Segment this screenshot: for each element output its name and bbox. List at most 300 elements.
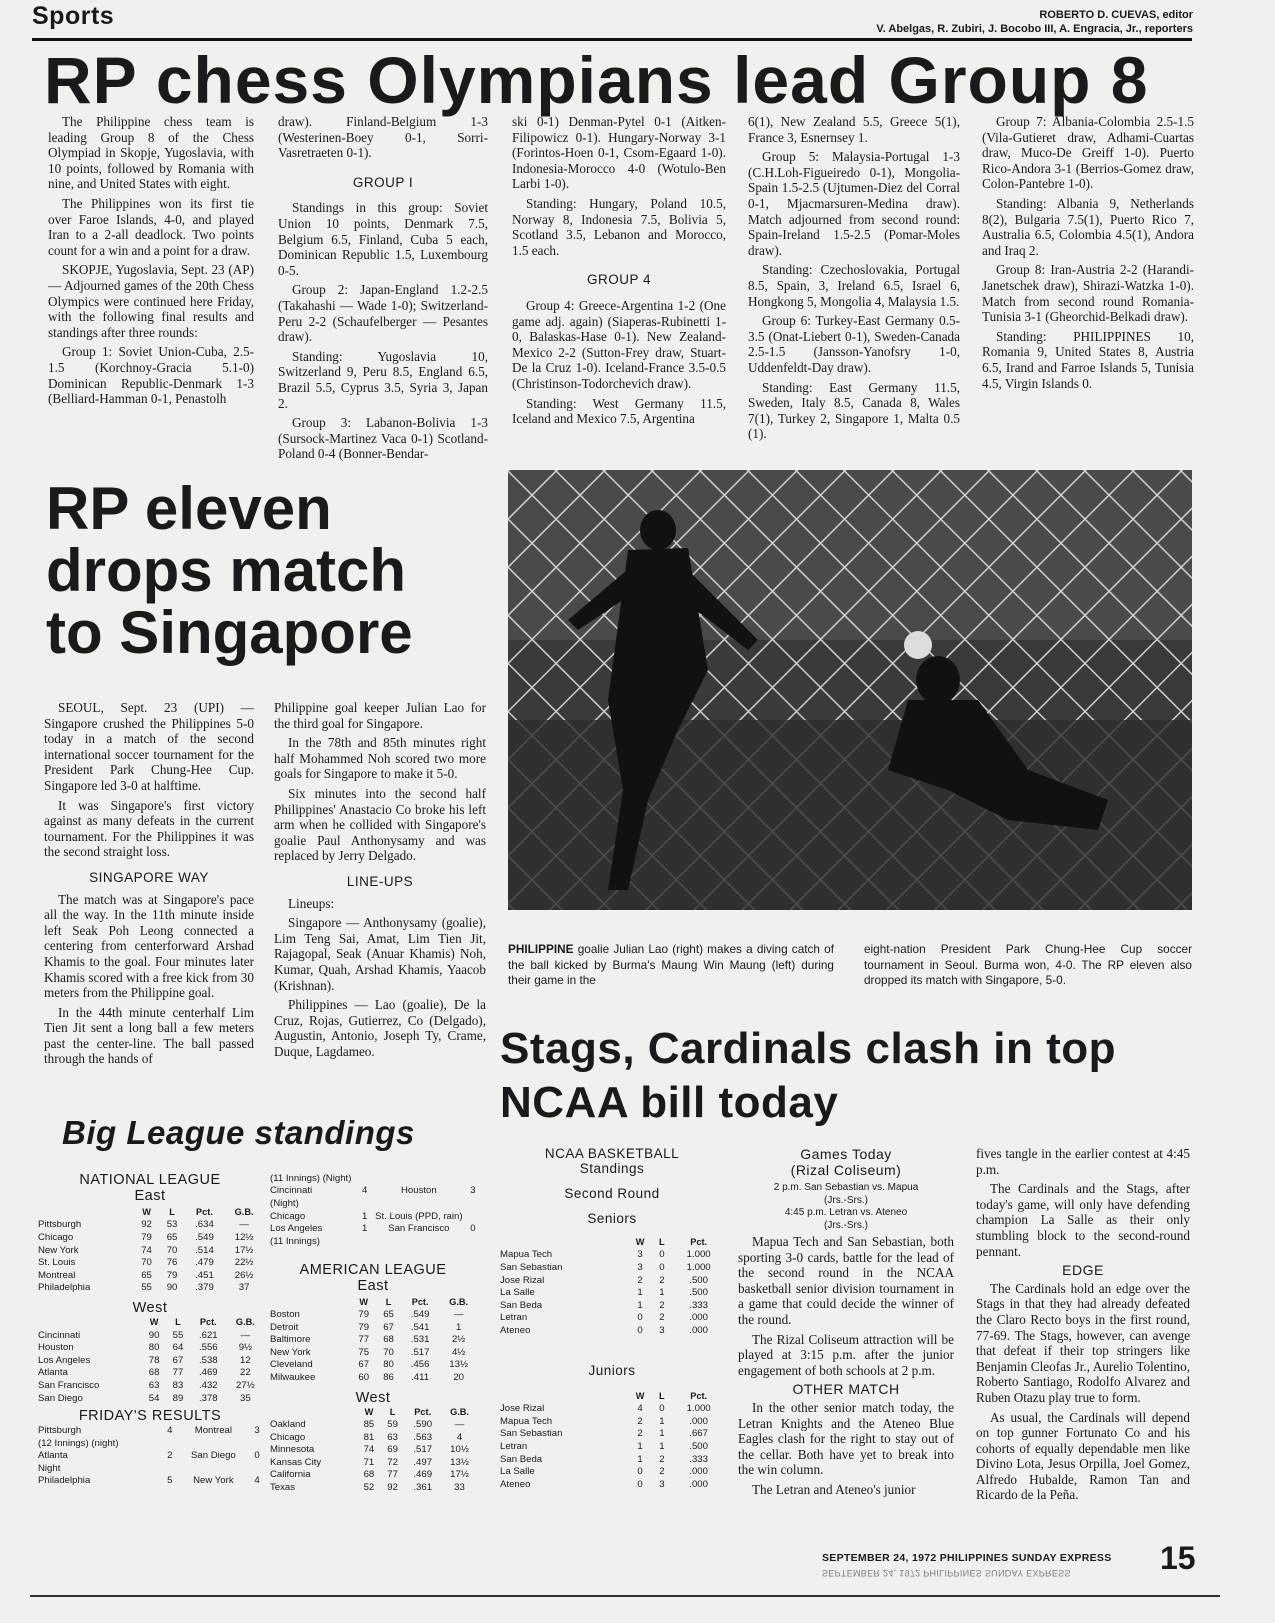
- team-name: Los Angeles: [270, 1223, 323, 1235]
- stat-cell: —: [240, 1329, 251, 1341]
- table-header-row: [498, 1390, 726, 1403]
- team-name: Letran: [500, 1312, 528, 1324]
- stat-cell: —: [453, 1308, 464, 1320]
- chess-paragraph: Standing: Albania 9, Netherlands 8(2), Bulgaria 7.5(1), Puerto Rico 7, Australia 6.5, Colombia 4.5(1), Andora and Iraq 2.: [982, 195, 1194, 258]
- team-name: San Sebastian: [500, 1428, 563, 1440]
- ncaa-paragraph: As usual, the Cardinals will depend on top gunner Fortunato Co and his cohorts of equally dependable men like Divino Lota, Jesus Orpilla, Joel Gomez, Alfredo Hubalde, Ramon Tan and Ricardo de la Peña.: [976, 1409, 1190, 1503]
- soccer-column-2: [274, 700, 486, 1063]
- table-row: [268, 1456, 478, 1469]
- stat-cell: 79: [358, 1308, 370, 1320]
- team-name: Ateneo: [500, 1478, 531, 1490]
- stat-cell: .517: [410, 1346, 430, 1358]
- footer-dateline: SEPTEMBER 24, 1972 PHILIPPINES SUNDAY EXPRESS: [822, 1552, 1112, 1564]
- table-row: [498, 1324, 726, 1337]
- stat-cell: 0: [254, 1450, 260, 1462]
- ncaa-paragraph: The Cardinals hold an edge over the Stags in that they had already defeated the Claro Recto boys in the first round, 77-69. The Stags, however, can avenge that defeat if their top stringers like Benjamin Cleofas Jr., Aurelio Tolentino, Roberto Santiago, Rodolfo Alvarez and Ruben Otazu play true to form.: [976, 1280, 1190, 1405]
- stat-cell: 3: [637, 1249, 643, 1261]
- table-row: [498, 1402, 726, 1415]
- header-spacer: [36, 1206, 134, 1219]
- stat-cell: 83: [172, 1379, 184, 1391]
- stat-cell: .667: [689, 1428, 708, 1440]
- stat-cell: .000: [689, 1478, 708, 1490]
- team-name: Night: [38, 1462, 61, 1474]
- stat-cell: .000: [689, 1466, 708, 1478]
- table-row: [36, 1219, 264, 1232]
- stat-cell: 1: [659, 1440, 665, 1452]
- team-name: Jose Rizal: [500, 1274, 545, 1286]
- soccer-paragraph: Singapore — Anthonysamy (goalie), Lim Teng Sai, Amat, Lim Tien Jit, Rajagopal, Seak (Anuar Khamis) Noh, Kumar, Quah, Arshad Khamis, Yaacob (Krishnan).: [274, 915, 486, 993]
- table-row: [498, 1478, 726, 1491]
- table-row: [36, 1329, 264, 1342]
- stat-cell: .621: [198, 1329, 218, 1341]
- stat-cell: 13½: [449, 1359, 468, 1371]
- chess-column-3: [512, 114, 726, 431]
- table-row: [498, 1312, 726, 1325]
- stat-cell: 17½: [234, 1244, 254, 1256]
- team-name: Montreal: [38, 1269, 76, 1281]
- team-name: New York: [38, 1244, 79, 1256]
- stat-cell: 67: [172, 1354, 184, 1366]
- table-row: [498, 1286, 726, 1299]
- team-name: Oakland: [270, 1419, 306, 1431]
- stat-cell: 64: [172, 1342, 184, 1354]
- team-name: Milwaukee: [270, 1371, 316, 1383]
- table-row: [36, 1354, 264, 1367]
- national-league: [36, 1172, 264, 1487]
- stat-cell: 4: [254, 1475, 260, 1487]
- table-row: [498, 1249, 726, 1262]
- team-name: Texas: [270, 1482, 296, 1494]
- stat-cell: 0: [659, 1261, 665, 1273]
- stat-cell: 78: [148, 1354, 160, 1366]
- team-name: Pittsburgh: [38, 1219, 82, 1231]
- column-header: W: [149, 1317, 159, 1328]
- stat-cell: [370, 1172, 468, 1185]
- stat-cell: .517: [413, 1444, 433, 1456]
- stat-cell: .333: [689, 1453, 708, 1465]
- results-left-table: [36, 1424, 264, 1487]
- column-header: G.B.: [449, 1296, 469, 1307]
- stat-cell: 26½: [234, 1269, 254, 1281]
- stat-cell: 3: [659, 1478, 665, 1490]
- table-row: [36, 1282, 264, 1295]
- stat-cell: 59: [387, 1419, 398, 1431]
- table-row: [268, 1481, 478, 1494]
- stat-cell: 22: [240, 1367, 251, 1379]
- chess-paragraph: Standing: West Germany 11.5, Iceland and Mexico 7.5, Argentina: [512, 395, 726, 427]
- stat-cell: .000: [689, 1415, 708, 1427]
- result-row: [268, 1235, 478, 1248]
- stat-cell: 80: [383, 1359, 394, 1371]
- stat-cell: .500: [689, 1440, 708, 1452]
- stat-cell: 81: [363, 1431, 375, 1443]
- stat-cell: 0: [659, 1403, 665, 1415]
- team-name: (Night): [270, 1197, 299, 1209]
- games-title: Games Today: [800, 1146, 892, 1162]
- team-name: Atlanta: [38, 1450, 68, 1462]
- stat-cell: 67: [383, 1321, 394, 1333]
- chess-paragraph: Group 2: Japan-England 1.2-2.5 (Takahashi — Wade 1-0); Switzerland-Peru 2-2 (Schaufelberger — Pesantes draw).: [278, 282, 488, 345]
- column-header: W: [364, 1407, 374, 1418]
- stat-cell: .538: [198, 1354, 218, 1366]
- stat-cell: 4: [637, 1403, 643, 1415]
- chess-paragraph: draw). Finland-Belgium 1-3 (Westerinen-Boey 0-1, Sorri-Vasretraeten 0-1).: [278, 114, 488, 161]
- ncaa-paragraph: The Cardinals and the Stags, after today's game, will only have defending champion La Salle as their only stumbling block to the second-round pennant.: [976, 1181, 1190, 1259]
- team-name: St. Louis: [38, 1257, 76, 1269]
- stat-cell: 79: [141, 1231, 152, 1243]
- stat-cell: 76: [166, 1257, 178, 1269]
- column-header: L: [175, 1317, 181, 1328]
- stat-cell: 65: [383, 1308, 394, 1320]
- chess-paragraph: SKOPJE, Yugoslavia, Sept. 23 (AP) — Adjourned games of the 20th Chess Olympics were continued here Friday, with the following final results and standings after three rounds:: [48, 262, 254, 340]
- stat-cell: 13½: [450, 1456, 469, 1468]
- team-name: (11 Innings): [270, 1235, 320, 1247]
- column-header: Pct.: [411, 1296, 429, 1307]
- chess-paragraph: The Philippines won its first tie over Faroe Islands, 4-0, and played Iran to a 2-all deadlock. Two points count for a win and a point for a draw.: [48, 195, 254, 258]
- game-2-division: (Jrs.-Srs.): [824, 1219, 868, 1231]
- al-west-table: [268, 1406, 478, 1494]
- table-header-row: [268, 1406, 478, 1419]
- team-name: Los Angeles: [38, 1354, 91, 1366]
- table-row: [36, 1379, 264, 1392]
- stat-cell: 4: [167, 1425, 173, 1437]
- table-row: [498, 1274, 726, 1287]
- stat-cell: 63: [148, 1379, 160, 1391]
- team-name: La Salle: [500, 1287, 535, 1299]
- table-row: [268, 1444, 478, 1457]
- team-name: Detroit: [270, 1321, 299, 1333]
- stat-cell: 2: [659, 1453, 665, 1465]
- stat-cell: .469: [198, 1367, 218, 1379]
- stat-cell: 80: [148, 1342, 160, 1354]
- table-row: [268, 1469, 478, 1482]
- stat-cell: 65: [141, 1269, 152, 1281]
- soccer-paragraph: Philippine goal keeper Julian Lao for the third goal for Singapore.: [274, 700, 486, 731]
- stat-cell: 63: [387, 1431, 398, 1443]
- editor-credit: ROBERTO D. CUEVAS, editor: [1039, 9, 1193, 21]
- soccer-paragraph: Lineups:: [288, 895, 335, 911]
- soccer-paragraph: Philippines — Lao (goalie), De la Cruz, Rojas, Gutierrez, Co (Delgado), Augustin, Antonio, Joseph Ty, Crame, Duque, Lagdameo.: [274, 997, 486, 1059]
- stat-cell: 2: [659, 1312, 665, 1324]
- stat-cell: 2: [659, 1466, 665, 1478]
- column-header: G.B.: [235, 1317, 255, 1328]
- stat-cell: 12: [240, 1354, 251, 1366]
- table-row: [268, 1321, 478, 1334]
- team-name: Boston: [270, 1308, 300, 1320]
- ncaa-paragraph: Mapua Tech and San Sebastian, both sporting 3-0 cards, battle for the lead of the second round in the NCAA basketball senior division tournament in a game that could decide the winner of the round.: [738, 1234, 954, 1327]
- header-spacer: [36, 1316, 142, 1329]
- results-right-table: [268, 1172, 478, 1248]
- table-row: [36, 1256, 264, 1269]
- team-name: Baltimore: [270, 1334, 311, 1346]
- chess-subhead: GROUP I: [352, 174, 414, 190]
- stat-cell: 3: [659, 1324, 665, 1336]
- stat-cell: Houston: [400, 1185, 437, 1197]
- stat-cell: 2: [637, 1428, 643, 1440]
- column-header: Pct.: [690, 1391, 708, 1402]
- stat-cell: 86: [383, 1371, 394, 1383]
- team-name: Ateneo: [500, 1324, 531, 1336]
- stat-cell: 33: [454, 1482, 465, 1494]
- result-row: [268, 1222, 478, 1235]
- table-row: [36, 1231, 264, 1244]
- stat-cell: 1.000: [686, 1249, 711, 1261]
- stat-cell: 1: [637, 1453, 643, 1465]
- stat-cell: 71: [363, 1456, 375, 1468]
- table-row: [268, 1418, 478, 1431]
- team-name: San Beda: [500, 1453, 543, 1465]
- stat-cell: .451: [195, 1269, 214, 1281]
- table-row: [268, 1431, 478, 1444]
- stat-cell: 2: [659, 1299, 665, 1311]
- stat-cell: 3: [637, 1261, 643, 1273]
- team-name: Minnesota: [270, 1444, 315, 1456]
- team-name: San Diego: [38, 1392, 83, 1404]
- nl-west-table: [36, 1316, 264, 1404]
- table-header-row: [268, 1296, 478, 1309]
- al-east-label: East: [357, 1277, 389, 1294]
- photo-caption-left: [508, 942, 834, 989]
- stat-cell: 68: [148, 1367, 160, 1379]
- column-header: W: [635, 1391, 645, 1402]
- stat-cell: 1.000: [686, 1403, 711, 1415]
- ncaa-subhead: EDGE: [1062, 1262, 1104, 1279]
- stat-cell: .333: [689, 1299, 708, 1311]
- stat-cell: 74: [141, 1244, 152, 1256]
- stat-cell: .590: [413, 1419, 433, 1431]
- stat-cell: 90: [166, 1282, 178, 1294]
- ncaa-subhead: OTHER MATCH: [792, 1381, 900, 1398]
- column-header: L: [385, 1296, 392, 1307]
- soccer-paragraph: SEOUL, Sept. 23 (UPI) — Singapore crushed the Philippines 5-0 today in a match of the second international soccer tournament for the President Park Chung-Hee Cup. Singapore led 3-0 at halftime.: [44, 700, 254, 793]
- stat-cell: 1: [659, 1415, 665, 1427]
- stat-cell: .000: [689, 1312, 708, 1324]
- ncaa-round: Second Round: [564, 1186, 660, 1201]
- stat-cell: 55: [172, 1329, 184, 1341]
- stat-cell: 52: [363, 1482, 375, 1494]
- table-row: [36, 1341, 264, 1354]
- result-row: [268, 1210, 478, 1223]
- team-name: Cincinnati: [270, 1185, 313, 1197]
- game-2: 4:45 p.m. Letran vs. Ateneo: [784, 1207, 908, 1218]
- table-row: [268, 1308, 478, 1321]
- table-header-row: [498, 1236, 726, 1249]
- team-name: (12 Innings) (night): [38, 1437, 119, 1449]
- stat-cell: 79: [166, 1269, 178, 1281]
- stat-cell: New York: [193, 1475, 234, 1487]
- team-name: Pittsburgh: [38, 1425, 82, 1437]
- stat-cell: .379: [195, 1282, 214, 1294]
- team-name: Kansas City: [270, 1456, 322, 1468]
- stat-cell: 0: [659, 1249, 665, 1261]
- chess-column-5: [982, 114, 1194, 395]
- soccer-subhead: SINGAPORE WAY: [89, 869, 209, 885]
- nl-east-table: [36, 1206, 264, 1294]
- stat-cell: .541: [410, 1321, 430, 1333]
- chess-headline: RP chess Olympians lead Group 8: [44, 43, 1149, 117]
- column-header: W: [142, 1207, 151, 1218]
- ncaa-paragraph: In the other senior match today, the Letran Knights and the Ateneo Blue Eagles clash for the right to stay out of the cellar. Both have yet to break into the win column.: [738, 1399, 954, 1478]
- ncaa-juniors-table: [498, 1390, 726, 1491]
- team-name: Cleveland: [270, 1359, 313, 1371]
- soccer-photo-image: [508, 470, 1192, 910]
- chess-paragraph: The Philippine chess team is leading Group 8 of the Chess Olympiad in Skopje, Yugoslavia, with 10 points, followed by Romania with nine, and United States with eight.: [48, 114, 254, 192]
- table-row: [498, 1440, 726, 1453]
- table-row: [498, 1465, 726, 1478]
- soccer-subhead: LINE-UPS: [346, 873, 414, 889]
- reporters-credit: V. Abelgas, R. Zubiri, J. Bocobo III, A. Engracia, Jr., reporters: [876, 23, 1193, 35]
- stat-cell: .497: [413, 1456, 433, 1468]
- al-title: AMERICAN LEAGUE: [299, 1261, 447, 1278]
- result-row: [268, 1172, 478, 1185]
- stat-cell: [468, 1210, 478, 1223]
- result-row: [36, 1450, 264, 1463]
- chess-paragraph: Group 3: Labanon-Bolivia 1-3 (Sursock-Martinez Vaca 0-1) Scotland-Poland 0-4 (Bonner-Bendar-: [278, 415, 488, 462]
- soccer-paragraph: Six minutes into the second half Philippines' Anastacio Co broke his left arm when he collided with Singapore's goalie Paul Anthonysamy and was replaced by Jerry Delgado.: [274, 785, 486, 864]
- stat-cell: 89: [172, 1392, 184, 1404]
- page-number: 15: [1160, 1540, 1196, 1576]
- stat-cell: [163, 1437, 177, 1450]
- stat-cell: 85: [363, 1419, 375, 1431]
- stat-cell: 0: [637, 1466, 643, 1478]
- result-row: [36, 1437, 264, 1450]
- stat-cell: 0: [637, 1478, 643, 1490]
- stat-cell: 9½: [238, 1342, 253, 1354]
- table-row: [498, 1415, 726, 1428]
- stat-cell: 79: [358, 1321, 370, 1333]
- table-row: [36, 1392, 264, 1405]
- soccer-headline: RP eleven drops match to Singapore: [46, 475, 413, 666]
- ncaa-paragraph: The Rizal Coliseum attraction will be played at 3:15 p.m. after the junior engagement of both schools at 2 p.m.: [738, 1331, 954, 1378]
- header-spacer: [268, 1406, 357, 1419]
- team-name: Jose Rizal: [500, 1403, 545, 1415]
- stat-cell: .514: [195, 1244, 214, 1256]
- stat-cell: 0: [470, 1223, 476, 1235]
- table-row: [498, 1299, 726, 1312]
- team-name: San Sebastian: [500, 1261, 563, 1273]
- result-row: [36, 1424, 264, 1437]
- stat-cell: San Diego: [190, 1450, 236, 1462]
- footer-mirror: SEPTEMBER 24, 1972 PHILIPPINES SUNDAY EXPRESS: [822, 1568, 1071, 1578]
- stat-cell: San Francisco: [388, 1223, 450, 1235]
- column-header: L: [659, 1391, 665, 1402]
- team-name: Chicago: [270, 1431, 306, 1443]
- stat-cell: 1: [362, 1223, 368, 1235]
- team-name: Houston: [38, 1342, 74, 1354]
- stat-cell: .531: [410, 1334, 430, 1346]
- stat-cell: .456: [410, 1359, 430, 1371]
- team-name: Chicago: [270, 1210, 306, 1222]
- soccer-paragraph: In the 78th and 85th minutes right half Mohammed Noh scored two more goals for Singapore to make it 5-0.: [274, 735, 486, 782]
- stat-cell: 4½: [451, 1346, 466, 1358]
- stat-cell: 4: [456, 1431, 463, 1443]
- stat-cell: 77: [387, 1469, 398, 1481]
- stat-cell: 2: [637, 1415, 643, 1427]
- footer-rule: [30, 1595, 1220, 1597]
- table-row: [268, 1333, 478, 1346]
- stat-cell: [177, 1437, 250, 1450]
- table-row: [268, 1346, 478, 1359]
- team-name: (11 Innings) (Night): [270, 1172, 352, 1184]
- stat-cell: 2: [659, 1274, 665, 1286]
- stat-cell: .469: [413, 1469, 433, 1481]
- chess-paragraph: Standing: Yugoslavia 10, Switzerland 9, Peru 8.5, England 6.5, Brazil 5.5, Cyprus 3.5, Syria 3, Japan 2.: [278, 348, 488, 411]
- stat-cell: 1: [659, 1428, 665, 1440]
- section-flag: Sports: [32, 2, 115, 30]
- stat-cell: .432: [198, 1379, 218, 1391]
- baseball-headline: Big League standings: [62, 1114, 415, 1151]
- stat-cell: .378: [198, 1392, 218, 1404]
- stat-cell: 60: [358, 1371, 370, 1383]
- stat-cell: 70: [383, 1346, 394, 1358]
- team-name: Atlanta: [38, 1367, 68, 1379]
- stat-cell: 77: [172, 1367, 184, 1379]
- team-name: San Francisco: [38, 1379, 100, 1391]
- ncaa-standings: [498, 1146, 726, 1491]
- chess-paragraph: Standings in this group: Soviet Union 10 points, Denmark 7.5, Belgium 6.5, Finland, Cuba 5 each, Dominican Republic 1.5, Luxembourg 0-5.: [278, 200, 488, 278]
- stat-cell: [360, 1197, 370, 1210]
- soccer-photo: [508, 470, 1192, 910]
- stat-cell: [370, 1235, 468, 1248]
- stat-cell: .556: [198, 1342, 218, 1354]
- masthead-rule: [32, 38, 1192, 41]
- stat-cell: 55: [141, 1282, 152, 1294]
- team-name: Philadelphia: [38, 1475, 91, 1487]
- table-row: [498, 1428, 726, 1441]
- stat-cell: 72: [387, 1456, 398, 1468]
- stat-cell: .000: [689, 1324, 708, 1336]
- stat-cell: 5: [167, 1475, 173, 1487]
- soccer-paragraph: The match was at Singapore's pace all the way. In the 11th minute inside left Seak Poh Leong connected a centering from centerforward Arshad Khamis to the goal. Four minutes later Khamis scored with a free kick from 30 meters from the Philippine goal.: [44, 891, 254, 1001]
- chess-paragraph: Group 1: Soviet Union-Cuba, 2.5-1.5 (Korchnoy-Gracia 5.1-0) Dominican Republic-Denmark 1-3 (Belliard-Hamman 0-1, Penastolh: [48, 344, 254, 407]
- table-header-row: [36, 1206, 264, 1219]
- table-header-row: [36, 1316, 264, 1329]
- header-spacer: [498, 1236, 628, 1249]
- soccer-paragraph: In the 44th minute centerhalf Lim Tien Jit sent a long ball a few meters past the center-line. The ball passed through the hands of: [44, 1004, 254, 1067]
- table-row: [36, 1244, 264, 1257]
- team-name: Mapua Tech: [500, 1249, 553, 1261]
- games-venue: (Rizal Coliseum): [790, 1162, 902, 1178]
- stat-cell: 92: [141, 1219, 152, 1231]
- column-header: Pct.: [199, 1317, 217, 1328]
- result-row: [268, 1197, 478, 1210]
- ncaa-headline: Stags, Cardinals clash in top NCAA bill today: [500, 1024, 1116, 1127]
- team-name: Philadelphia: [38, 1282, 91, 1294]
- chess-column-1: [48, 114, 254, 411]
- team-name: Chicago: [38, 1231, 74, 1243]
- table-row: [498, 1261, 726, 1274]
- chess-paragraph: Group 4: Greece-Argentina 1-2 (One game adj. again) (Siaperas-Rubinetti 1-0, Balaskas-Hase 0-1). New Zealand-Mexico 2-2 (Sutton-Frey draw, Stuart-De la Cruz 1-0). Iceland-France 3.5-0.5 (Christinson-Todorchevich draw).: [512, 297, 726, 391]
- team-name: La Salle: [500, 1466, 535, 1478]
- nl-east-label: East: [134, 1188, 166, 1204]
- stat-cell: [468, 1235, 478, 1248]
- stat-cell: 70: [166, 1244, 178, 1256]
- ncaa-seniors-label: Seniors: [587, 1211, 637, 1226]
- stat-cell: [250, 1437, 264, 1450]
- chess-paragraph: Standing: East Germany 11.5, Sweden, Italy 8.5, Canada 8, Wales 7(1), Turkey 2, Singapore 1, Malta 0.5 (1).: [748, 379, 960, 442]
- stat-cell: .411: [411, 1371, 430, 1383]
- table-row: [268, 1359, 478, 1372]
- chess-paragraph: Standing: Hungary, Poland 10.5, Norway 8, Indonesia 7.5, Bolivia 5, Scotland 3.5, Lebanon and Morocco, 1.5 each.: [512, 195, 726, 258]
- result-row: [268, 1185, 478, 1198]
- header-spacer: [498, 1390, 628, 1403]
- stat-cell: 74: [363, 1444, 375, 1456]
- column-header: Pct.: [414, 1407, 432, 1418]
- stat-cell: 0: [637, 1324, 643, 1336]
- column-header: L: [169, 1207, 175, 1218]
- ncaa-paragraph: fives tangle in the earlier contest at 4:45 p.m.: [976, 1146, 1190, 1177]
- stat-cell: [360, 1235, 370, 1248]
